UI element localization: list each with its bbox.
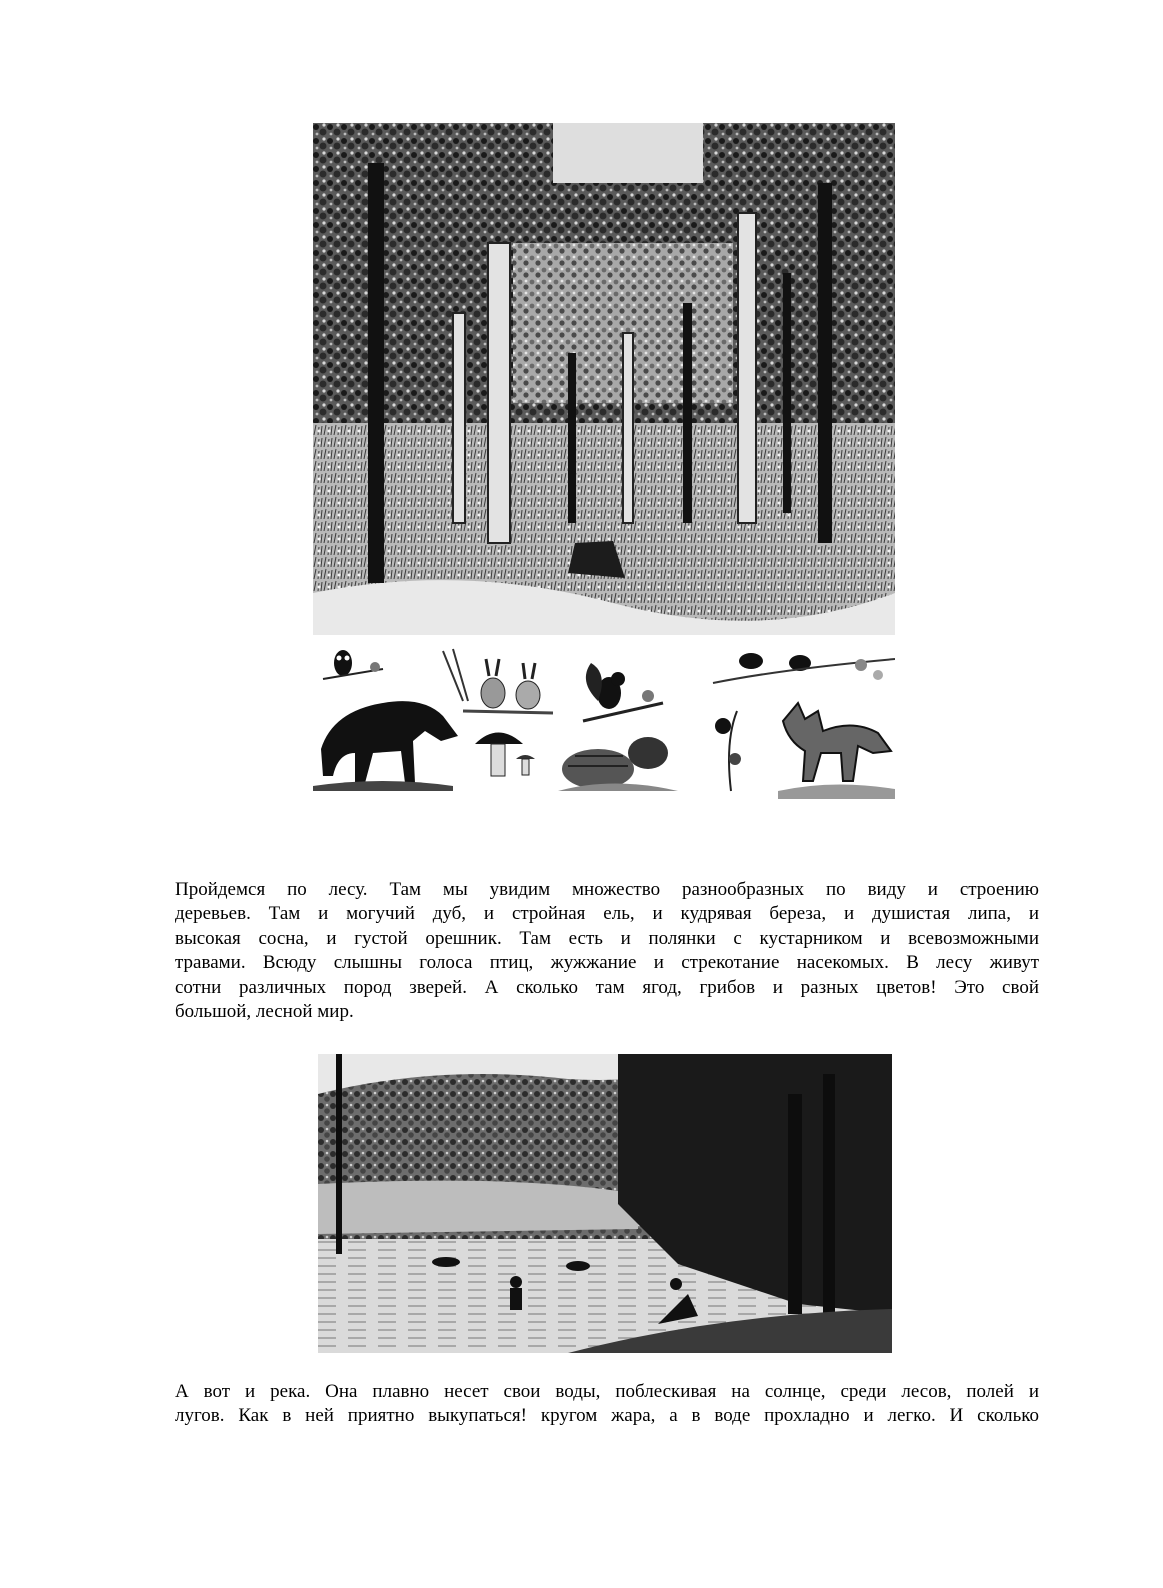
paragraph-line: травами. Всюду слышны голоса птиц, жужжание и стрекотание насекомых. В лесу живут xyxy=(175,952,1039,974)
paragraph-line: лугов. Как в ней приятно выкупаться! кругом жара, а в воде прохладно и легко. И сколько xyxy=(175,1405,1039,1427)
paragraph-line: Пройдемся по лесу. Там мы увидим множество разнообразных по виду и строению xyxy=(175,879,1039,900)
forest-animals-illustration xyxy=(313,641,895,799)
forest-illustration xyxy=(313,123,895,635)
paragraph-line: высокая сосна, и густой орешник. Там есть и полянки с кустарником и всевозможными xyxy=(175,927,1039,949)
paragraph-line: большой, лесной мир. xyxy=(175,1001,354,1023)
paragraph-line: сотни различных пород зверей. А сколько там ягод, грибов и разных цветов! Это свой xyxy=(175,976,1039,998)
paragraph-river xyxy=(175,1380,1039,1429)
paragraph-line: деревьев. Там и могучий дуб, и стройная ель, и кудрявая береза, и душистая липа, и xyxy=(175,903,1039,925)
paragraph-forest xyxy=(175,878,1039,1024)
river-illustration xyxy=(318,1054,892,1353)
paragraph-line: А вот и река. Она плавно несет свои воды, поблескивая на солнце, среди лесов, полей и xyxy=(175,1381,1039,1402)
